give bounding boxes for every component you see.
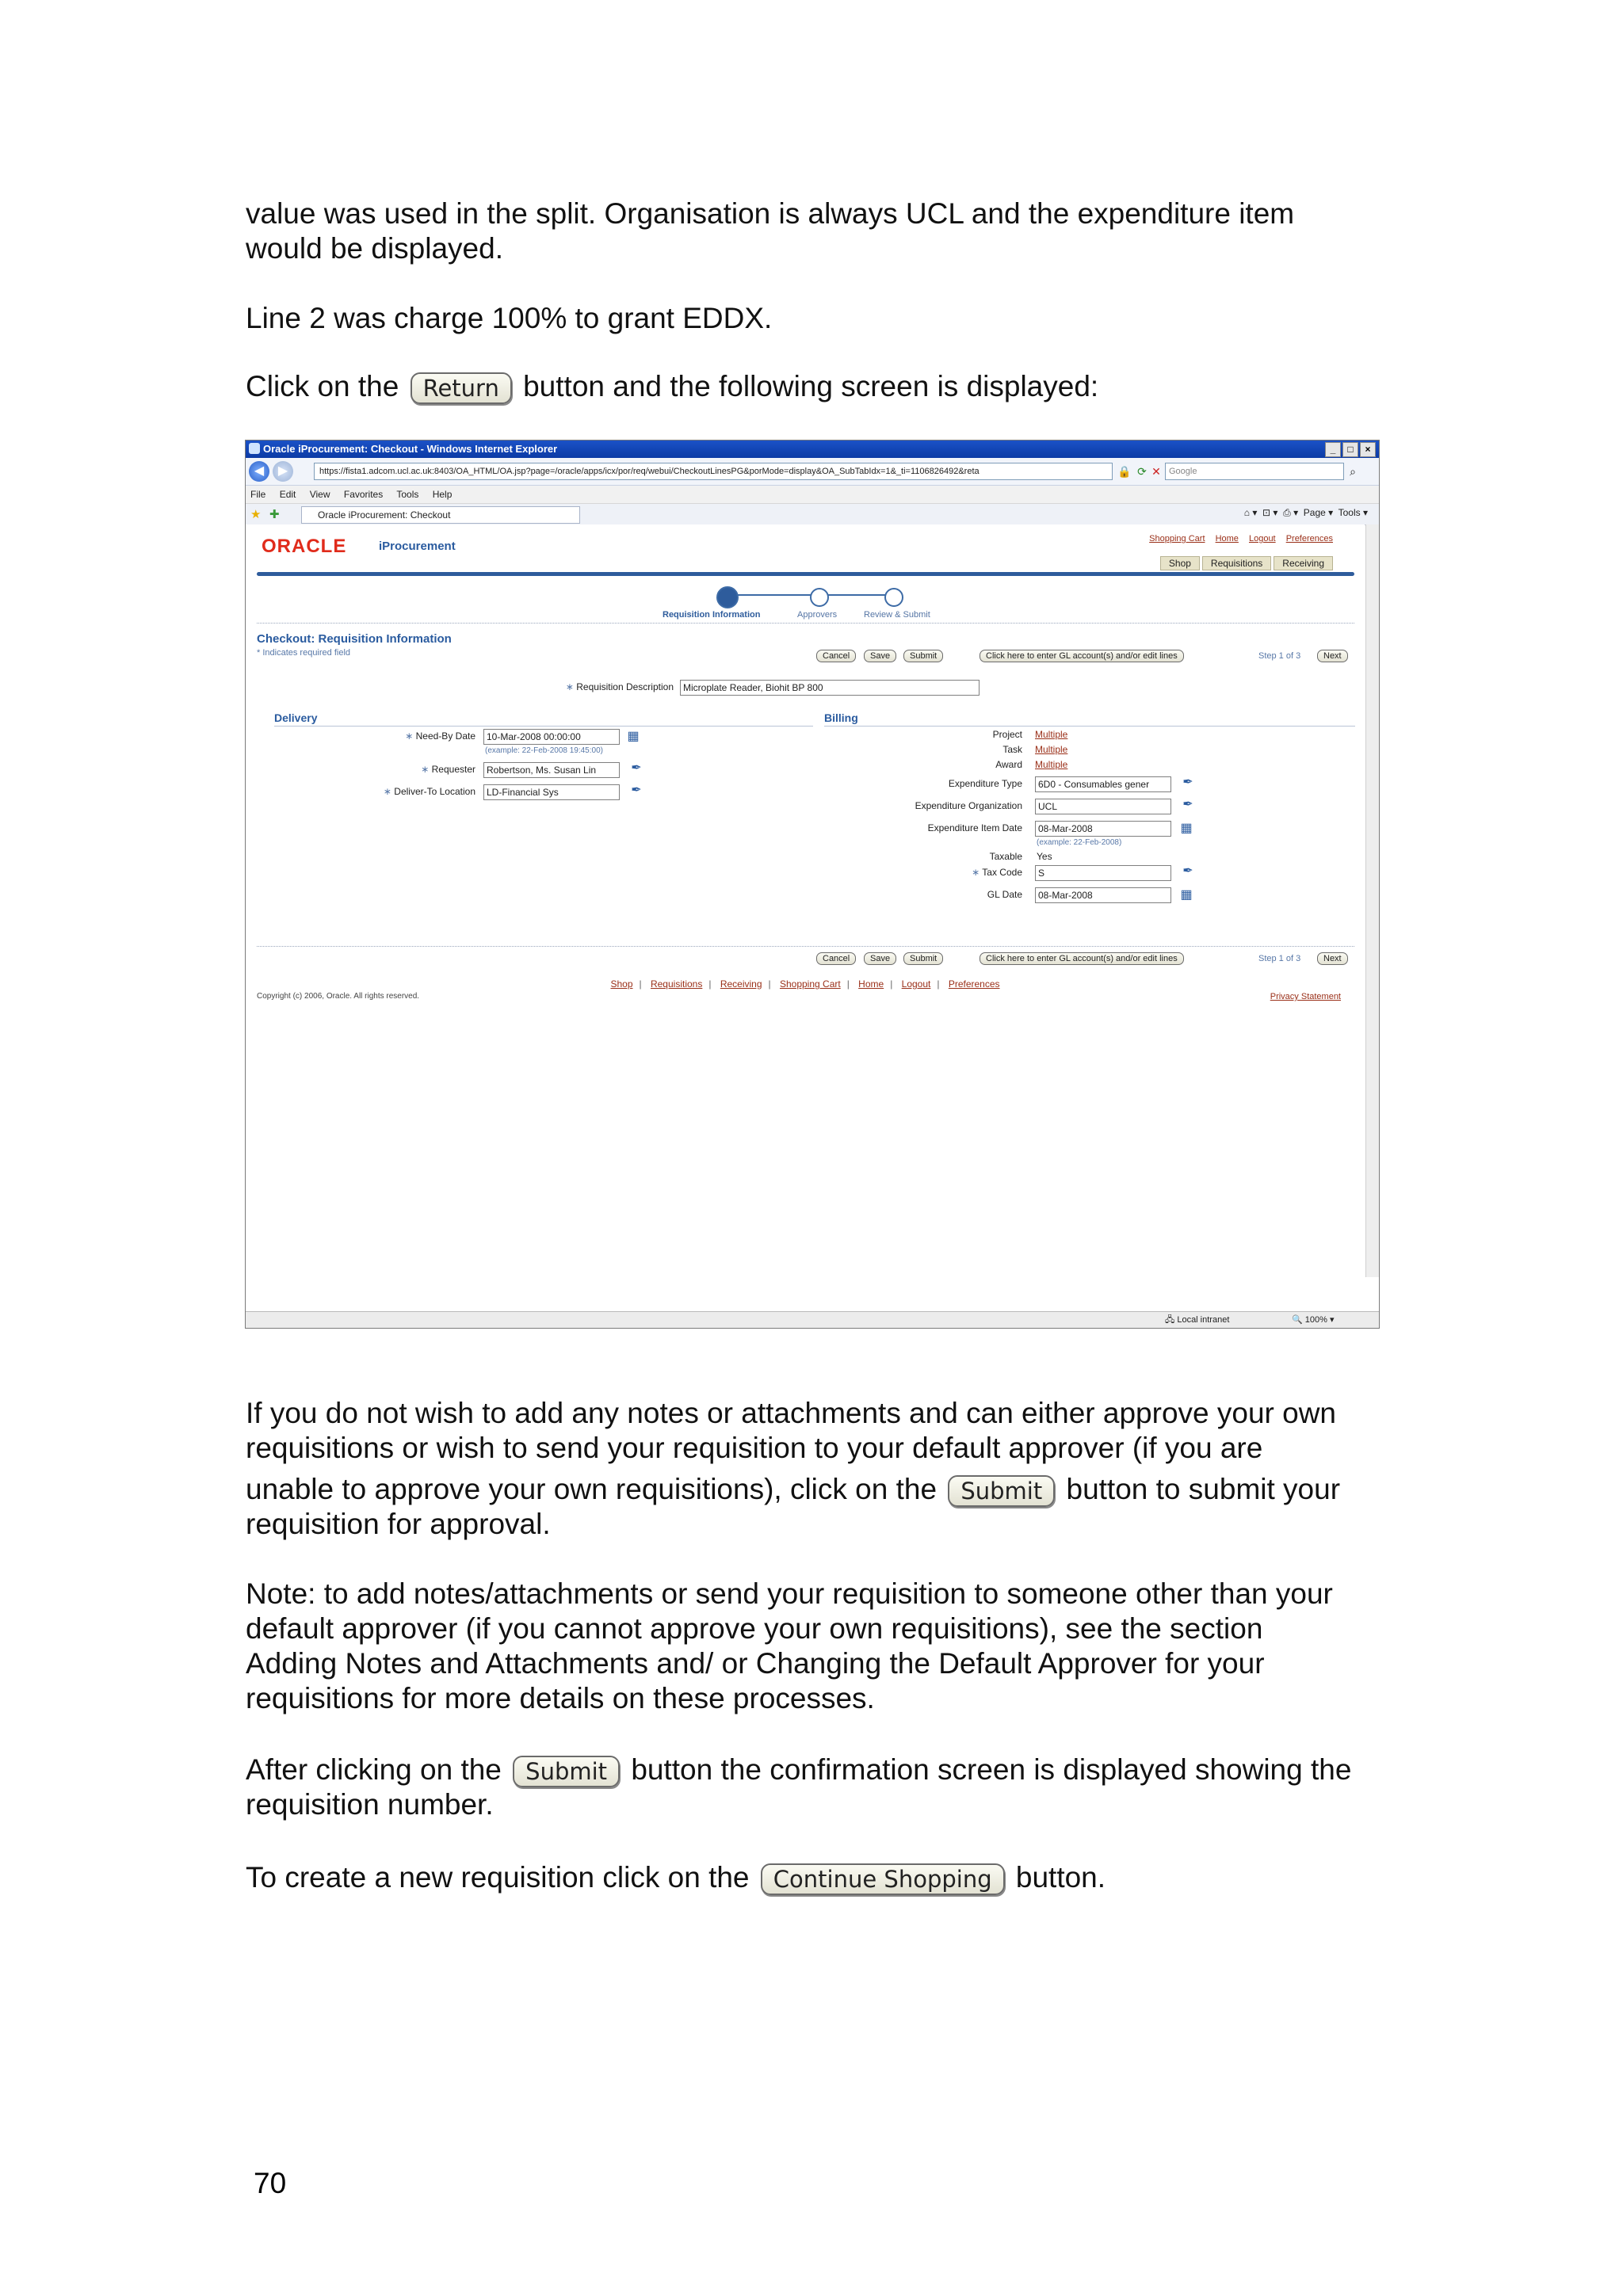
train-label-review-submit[interactable]: Review & Submit (864, 610, 930, 620)
app-tabs (1160, 556, 1333, 570)
paragraph-line2: Line 2 was charge 100% to grant EDDX. (246, 302, 773, 334)
required-field-note: * Indicates required field (257, 648, 351, 658)
text-line: would be displayed. (246, 232, 503, 265)
task-link[interactable]: Multiple (1035, 744, 1068, 755)
requester-field[interactable]: Robertson, Ms. Susan Lin (483, 762, 620, 778)
gl-accounts-button-bottom[interactable]: Click here to enter GL account(s) and/or edit lines (980, 952, 1184, 965)
project-link[interactable]: Multiple (1035, 729, 1068, 740)
text-line: requisitions or wish to send your requisition to your default approver (if you are (246, 1432, 1263, 1464)
award-link[interactable]: Multiple (1035, 759, 1068, 770)
menu-view[interactable]: View (309, 489, 330, 500)
tools-menu[interactable]: Tools (1338, 507, 1361, 518)
menu-bar (246, 486, 1379, 504)
expenditure-date-example: (example: 22-Feb-2008) (1037, 838, 1122, 847)
tab-receiving[interactable]: Receiving (1274, 556, 1333, 570)
tab-checkout[interactable]: Oracle iProcurement: Checkout (301, 506, 580, 524)
submit-button-bottom[interactable]: Submit (903, 952, 943, 965)
browser-screenshot (245, 440, 1380, 1329)
product-name: iProcurement (379, 540, 456, 553)
page-number: 70 (254, 2167, 287, 2199)
expenditure-organization-label: Expenditure Organization (915, 800, 1022, 811)
flashlight-search-icon[interactable]: ✒ (1182, 864, 1193, 878)
calendar-icon[interactable]: ▦ (627, 730, 640, 743)
close-icon[interactable]: × (1360, 442, 1376, 457)
global-links (1141, 534, 1333, 543)
footer-link-preferences[interactable]: Preferences (948, 978, 1000, 990)
train-label-approvers[interactable]: Approvers (797, 610, 838, 620)
footer-link-shopping-cart[interactable]: Shopping Cart (779, 978, 841, 990)
text-line: After clicking on the Submit button the confirmation screen is displayed showing the (246, 1753, 1379, 1787)
divider (257, 946, 1354, 947)
add-favorites-icon[interactable]: ✚ (269, 508, 280, 521)
billing-divider (824, 726, 1355, 727)
ie-icon (249, 443, 260, 454)
step-indicator: Step 1 of 3 (1258, 651, 1301, 661)
paragraph-continue-shopping: To create a new requisition click on the Continue Shopping button. (246, 1860, 1379, 1895)
train-label-requisition-info: Requisition Information (663, 610, 761, 620)
divider (257, 623, 1354, 624)
text-segment: button and the following screen is displayed: (523, 370, 1099, 402)
zoom-level[interactable]: 🔍 100% ▾ (1292, 1315, 1335, 1325)
train-step[interactable] (884, 588, 903, 607)
next-button[interactable]: Next (1317, 650, 1348, 662)
award-label: Award (995, 759, 1022, 770)
project-label: Project (992, 729, 1022, 740)
tab-bar (246, 504, 1379, 525)
menu-file[interactable]: File (250, 489, 266, 500)
text-line: requisition for approval. (246, 1508, 551, 1541)
paragraph-submit-instructions (246, 1396, 1379, 1542)
expenditure-item-date-field[interactable]: 08-Mar-2008 (1035, 821, 1171, 837)
requisition-description-field[interactable]: Microplate Reader, Biohit BP 800 (680, 680, 980, 696)
menu-favorites[interactable]: Favorites (343, 489, 384, 500)
task-label: Task (1002, 744, 1022, 755)
text-line: If you do not wish to add any notes or attachments and can either approve your own (246, 1397, 1337, 1429)
back-icon[interactable]: ◀ (249, 461, 269, 482)
search-input[interactable]: Google (1165, 463, 1344, 480)
gl-accounts-button[interactable]: Click here to enter GL account(s) and/or edit lines (980, 650, 1184, 662)
link-logout[interactable]: Logout (1248, 534, 1276, 543)
oracle-logo: ORACLE (262, 536, 347, 557)
text-line: unable to approve your own requisitions), click on the Submit button to submit your (246, 1472, 1379, 1507)
deliver-to-location-label: ∗ Deliver-To Location (383, 786, 475, 797)
address-bar[interactable]: https://fista1.adcom.ucl.ac.uk:8403/OA_HTML/OA.jsp?page=/oracle/apps/icx/por/req/webui/CheckoutLinesPG&porMode=display&OA_SubTabIdx=1&_ti=1106826492&reta (314, 463, 1113, 480)
page-menu[interactable]: Page (1303, 507, 1326, 518)
window-title: Oracle iProcurement: Checkout - Windows Internet Explorer (263, 443, 558, 455)
link-preferences[interactable]: Preferences (1285, 534, 1333, 543)
flashlight-search-icon[interactable]: ✒ (631, 761, 642, 775)
step-indicator-bottom: Step 1 of 3 (1258, 954, 1301, 963)
requisition-description-label: ∗ Requisition Description (565, 681, 674, 692)
gl-date-field[interactable]: 08-Mar-2008 (1035, 887, 1171, 903)
search-icon[interactable]: ⌕ (1350, 465, 1356, 478)
submit-button[interactable]: Submit (903, 650, 943, 662)
address-toolbar (246, 458, 1379, 486)
calendar-icon[interactable]: ▦ (1180, 888, 1193, 902)
text-line: Note: to add notes/attachments or send your requisition to someone other than your (246, 1577, 1333, 1610)
text-segment: Click on the (246, 370, 399, 402)
need-by-date-label: ∗ Need-By Date (405, 730, 475, 742)
privacy-statement-link[interactable]: Privacy Statement (1270, 992, 1341, 1001)
footer-link-home[interactable]: Home (858, 978, 884, 990)
header-band (257, 572, 1354, 576)
need-by-date-example: (example: 22-Feb-2008 19:45:00) (485, 746, 603, 755)
window-titlebar (246, 441, 1379, 458)
text-line: default approver (if you cannot approve your own requisitions), see the section (246, 1612, 1263, 1645)
text-line: Adding Notes and Attachments and/ or Changing the Default Approver for your (246, 1647, 1265, 1680)
expenditure-type-field[interactable]: 6D0 - Consumables gener (1035, 776, 1171, 792)
command-bar: ⌂ ▾ ⊡ ▾ ⎙ ▾ Page ▾ Tools ▾ (1243, 507, 1368, 518)
requester-label: ∗ Requester (421, 764, 475, 775)
print-icon[interactable]: ⎙ ▾ (1283, 507, 1299, 518)
link-home[interactable]: Home (1215, 534, 1239, 543)
tax-code-field[interactable]: S (1035, 865, 1171, 881)
expenditure-item-date-label: Expenditure Item Date (927, 822, 1022, 833)
tab-requisitions[interactable]: Requisitions (1202, 556, 1271, 570)
flashlight-search-icon[interactable]: ✒ (1182, 776, 1193, 789)
home-icon[interactable]: ⌂ ▾ (1243, 507, 1258, 518)
train-step-current (716, 586, 739, 608)
taxable-label: Taxable (989, 851, 1022, 862)
deliver-to-location-field[interactable]: LD-Financial Sys (483, 784, 620, 800)
tax-code-label: ∗ Tax Code (972, 867, 1022, 878)
minimize-icon[interactable]: _ (1325, 442, 1341, 457)
paragraph-confirmation (246, 1753, 1379, 1822)
submit-button-image: Submit (948, 1475, 1055, 1507)
favorites-star-icon[interactable]: ★ (250, 508, 262, 521)
maximize-icon[interactable]: □ (1342, 442, 1358, 457)
intranet-zone: 🖧 Local intranet (1165, 1315, 1230, 1325)
save-button-bottom[interactable]: Save (864, 952, 896, 965)
refresh-icon[interactable]: ⟳ (1137, 465, 1147, 478)
expenditure-type-label: Expenditure Type (948, 778, 1022, 789)
save-button[interactable]: Save (864, 650, 896, 662)
text-line: requisitions for more details on these processes. (246, 1682, 875, 1714)
footer-links: Shop | Requisitions | Receiving | Shopping Cart | Home | Logout | Preferences (610, 978, 1000, 990)
train-step[interactable] (810, 588, 829, 607)
footer-link-receiving[interactable]: Receiving (720, 978, 762, 990)
delivery-divider (274, 726, 813, 727)
lock-icon[interactable]: 🔒 (1117, 465, 1132, 478)
footer-link-logout[interactable]: Logout (901, 978, 931, 990)
cancel-button[interactable]: Cancel (816, 650, 856, 662)
feeds-icon[interactable]: ⊡ ▾ (1262, 507, 1278, 518)
paragraph-click-return (246, 369, 1379, 404)
train-line (726, 594, 891, 596)
text-line: requisition number. (246, 1788, 494, 1821)
calendar-icon[interactable]: ▦ (1180, 822, 1193, 835)
menu-help[interactable]: Help (432, 489, 453, 500)
stop-icon[interactable]: ✕ (1151, 465, 1161, 478)
vertical-scrollbar[interactable] (1365, 524, 1379, 1277)
expenditure-organization-field[interactable]: UCL (1035, 799, 1171, 814)
menu-edit[interactable]: Edit (279, 489, 296, 500)
link-shopping-cart[interactable]: Shopping Cart (1149, 534, 1205, 543)
page-content (246, 524, 1365, 1277)
paragraph-split-note (246, 196, 1379, 266)
cancel-button-bottom[interactable]: Cancel (816, 952, 856, 965)
footer-link-shop[interactable]: Shop (610, 978, 633, 990)
forward-icon[interactable]: ▶ (273, 461, 293, 482)
copyright: Copyright (c) 2006, Oracle. All rights reserved. (257, 992, 420, 1001)
delivery-section-title: Delivery (274, 711, 318, 724)
status-bar (246, 1311, 1379, 1328)
page-title: Checkout: Requisition Information (257, 632, 452, 646)
continue-shopping-button-image: Continue Shopping (761, 1863, 1005, 1895)
next-button-bottom[interactable]: Next (1317, 952, 1348, 965)
flashlight-search-icon[interactable]: ✒ (1182, 798, 1193, 811)
flashlight-search-icon[interactable]: ✒ (631, 784, 642, 797)
submit-button-image: Submit (513, 1756, 620, 1787)
gl-date-label: GL Date (987, 889, 1022, 900)
paragraph-note (246, 1577, 1379, 1716)
return-button-image: Return (411, 372, 512, 404)
need-by-date-field[interactable]: 10-Mar-2008 00:00:00 (483, 729, 620, 745)
billing-section-title: Billing (824, 711, 858, 724)
tab-shop[interactable]: Shop (1160, 556, 1200, 570)
menu-tools[interactable]: Tools (396, 489, 419, 500)
footer-link-requisitions[interactable]: Requisitions (650, 978, 703, 990)
text-line: value was used in the split. Organisation is always UCL and the expenditure item (246, 197, 1295, 230)
taxable-value: Yes (1037, 851, 1052, 862)
